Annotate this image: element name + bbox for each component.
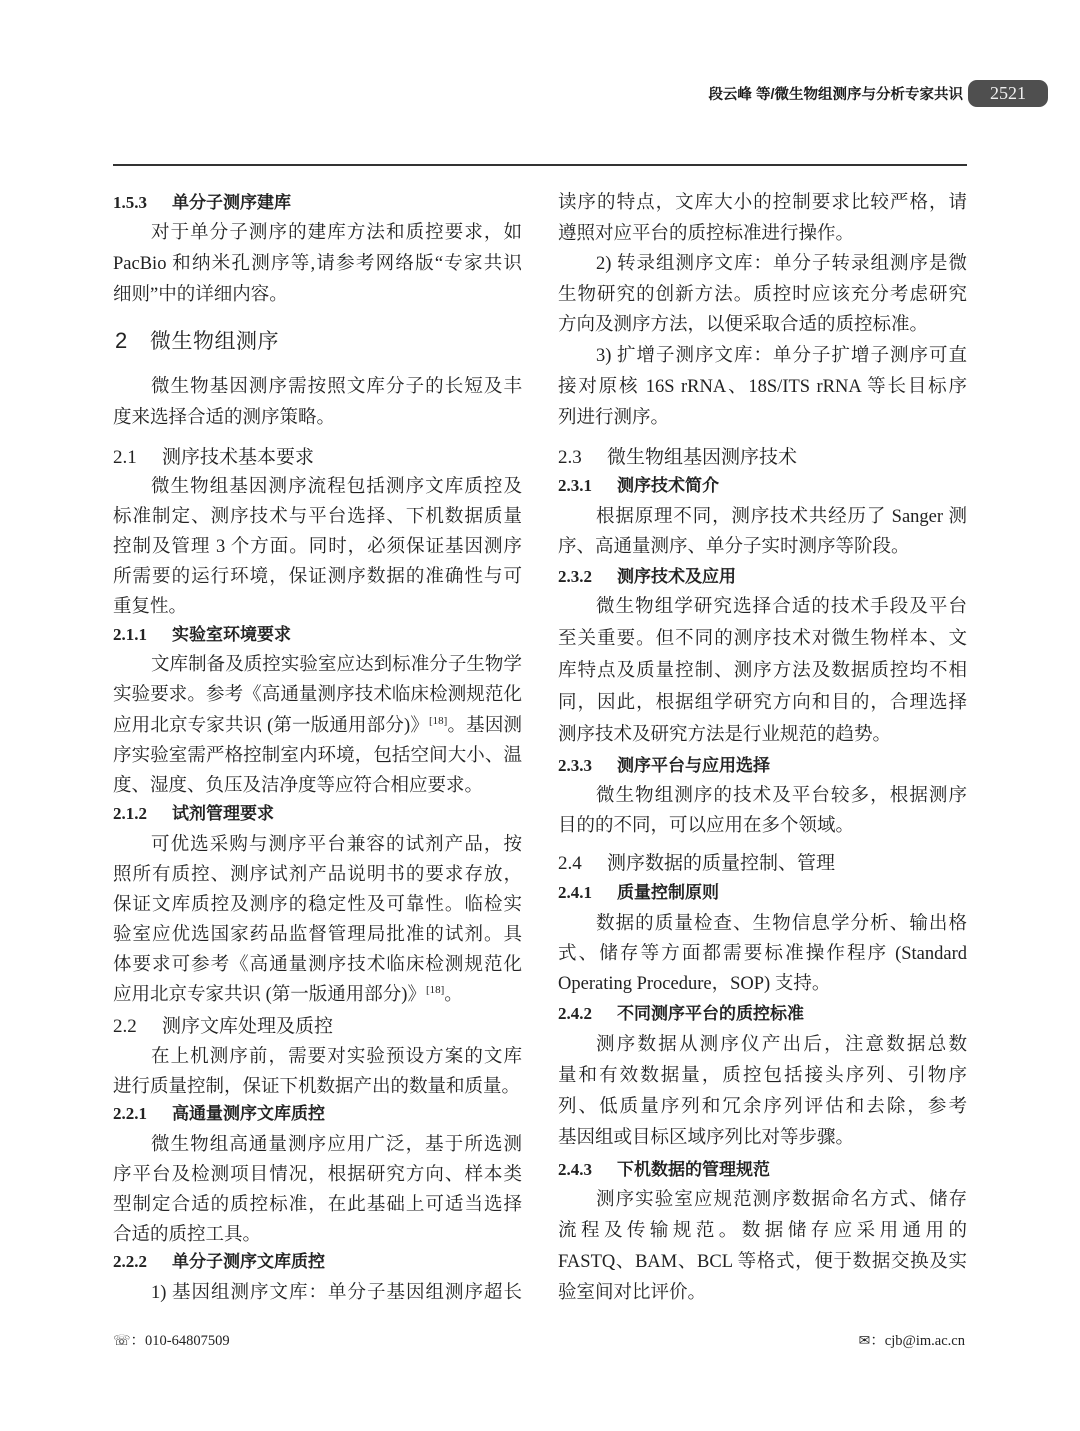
paragraph [558, 909, 967, 999]
heading-1-5-3 [113, 189, 522, 217]
text-line: 流程及传输规范。数据储存应采用通用的 [558, 1220, 967, 1241]
text-line: 目的的不同，可以应用在多个领域。 [558, 816, 855, 836]
text-line [113, 980, 522, 1010]
text-line: 控制及管理 3 个方面。同时，必须保证基因测序 [113, 537, 522, 557]
section-number: 2 [115, 328, 128, 353]
paragraph [113, 650, 522, 801]
section-number: 2.4.3 [558, 1160, 592, 1179]
page-number-badge: 2521 [968, 80, 1048, 107]
text-line: PacBio 和纳米孔测序等,请参考网络版“专家共识 [113, 253, 522, 274]
heading-2-2 [113, 1013, 522, 1041]
text-line: 型制定合适的质控标准，在此基础上可适当选择 [113, 1195, 522, 1215]
text-line: 至关重要。但不同的测序技术对微生物样本、文 [558, 629, 967, 649]
text-line: 序平台及检测项目情况，根据研究方向、样本类 [113, 1165, 522, 1185]
section-title: 下机数据的管理规范 [617, 1160, 770, 1179]
paragraph [113, 218, 522, 311]
text-line: 同，因此，根据组学研究方向和目的，合理选择 [558, 693, 967, 713]
text-line: 接对原核 16S rRNA、18S/ITS rRNA 等长目标序 [558, 376, 967, 397]
heading-2-2-1 [113, 1100, 522, 1128]
footer-phone [113, 1331, 230, 1351]
text-line: 度、湿度、负压及洁净度等应符合相应要求。 [113, 776, 484, 796]
heading-2 [113, 326, 522, 356]
paragraph [558, 249, 967, 341]
text-line: 微生物组基因测序流程包括测序文库质控及 [151, 477, 522, 497]
right-column [558, 0, 967, 1431]
section-title: 测序数据的质量控制、管理 [607, 853, 836, 874]
section-number: 2.1.1 [113, 625, 147, 644]
running-title: 段云峰 等/微生物组测序与分析专家共识 [708, 87, 963, 103]
section-title: 实验室环境要求 [172, 625, 291, 644]
text-line: 测序数据从测序仪产出后，注意数据总数 [596, 1034, 967, 1055]
text-line: 微生物基因测序需按照文库分子的长短及丰 [151, 376, 522, 397]
section-number: 2.3.2 [558, 567, 592, 586]
section-title: 测序技术及应用 [617, 567, 736, 586]
text-line: 实验要求。参考《高通量测序技术临床检测规范化 [113, 685, 522, 706]
section-title: 微生物组基因测序技术 [607, 447, 798, 468]
section-title: 试剂管理要求 [172, 804, 274, 823]
text-line: 3) 扩增子测序文库：单分子扩增子测序可直 [596, 345, 967, 366]
paragraph [558, 591, 967, 751]
text-line: 2) 转录组测序文库：单分子转录组测序是微 [596, 254, 967, 274]
paragraph [558, 341, 967, 434]
paragraph [113, 1042, 522, 1102]
text-line: 标准制定、测序技术与平台选择、下机数据质量 [113, 507, 522, 527]
section-number: 2.1.2 [113, 804, 147, 823]
text-line: 读序的特点，文库大小的控制要求比较严格，请 [558, 193, 967, 213]
text-line: 遵照对应平台的质控标准进行操作。 [558, 223, 855, 244]
heading-2-1 [113, 444, 522, 472]
section-number: 1.5.3 [113, 193, 147, 212]
text-run: 。 [444, 985, 463, 1005]
text-line: 序实验室需严格控制室内环境，包括空间大小、温 [113, 745, 522, 766]
text-line [113, 711, 522, 741]
text-line: 微生物组学研究选择合适的技术手段及平台 [596, 597, 967, 617]
section-title: 质量控制原则 [617, 883, 719, 902]
text-line: 库特点及质量控制、测序方法及数据质控均不相 [558, 661, 967, 681]
text-line: 在上机测序前，需要对实验预设方案的文库 [151, 1047, 522, 1067]
text-run: 。基因测 [447, 715, 522, 736]
section-title: 测序技术简介 [617, 476, 719, 495]
text-line: 基因组或目标区域序列比对等步骤。 [558, 1127, 855, 1148]
section-title: 不同测序平台的质控标准 [617, 1004, 804, 1023]
paragraph [558, 781, 967, 841]
heading-2-3-2 [558, 563, 967, 591]
heading-2-3-3 [558, 752, 967, 780]
paragraph [558, 1030, 967, 1154]
text-line: 文库制备及质控实验室应达到标准分子生物学 [151, 655, 522, 675]
text-line: 度来选择合适的测序策略。 [113, 407, 336, 428]
text-line: 进行质量控制，保证下机数据产出的数量和质量。 [113, 1077, 521, 1097]
heading-2-4-1 [558, 879, 967, 907]
section-title: 单分子测序文库质控 [172, 1252, 325, 1271]
heading-2-1-2 [113, 800, 522, 828]
text-line: Operating Procedure，SOP) 支持。 [558, 974, 831, 994]
section-title: 微生物组测序 [150, 330, 279, 353]
text-line: 微生物组测序的技术及平台较多，根据测序 [596, 786, 967, 806]
text-line: 保证文库质控及测序的稳定性及可靠性。临检实 [113, 895, 522, 915]
section-number: 2.2.1 [113, 1104, 147, 1123]
text-line: 所需要的运行环境，保证测序数据的准确性与可 [113, 567, 522, 587]
text-run: 应用北京专家共识 (第一版通用部分)》 [113, 715, 430, 736]
heading-2-4-3 [558, 1156, 967, 1184]
section-number: 2.4 [558, 853, 582, 874]
citation-reference: [18] [425, 983, 445, 996]
heading-2-4 [558, 850, 967, 878]
text-line: 根据原理不同，测序技术共经历了 Sanger 测 [596, 507, 967, 527]
section-number: 2.2 [113, 1016, 137, 1037]
section-number: 2.3.1 [558, 476, 592, 495]
heading-2-3-1 [558, 472, 967, 500]
text-run: 应用北京专家共识 (第一版通用部分)》 [113, 985, 426, 1005]
section-number: 2.1 [113, 447, 137, 468]
section-title: 单分子测序建库 [172, 193, 291, 212]
paragraph [113, 1278, 522, 1308]
text-line: 方向及测序方法，以便采取合适的质控标准。 [558, 315, 929, 335]
paragraph [113, 372, 522, 434]
text-line: 细则”中的详细内容。 [113, 284, 288, 305]
section-number: 2.3.3 [558, 756, 592, 775]
text-line: 测序技术及研究方法是行业规范的趋势。 [558, 725, 892, 745]
paragraph [113, 472, 522, 622]
paragraph [558, 1185, 967, 1309]
email-address: ：cjb@im.ac.cn [870, 1333, 965, 1349]
envelope-icon: ✉ [858, 1333, 871, 1349]
heading-2-3 [558, 444, 967, 472]
text-line: 验室应优选国家药品监督管理局批准的试剂。具 [113, 925, 522, 945]
heading-2-4-2 [558, 1000, 967, 1028]
paragraph [113, 830, 522, 1010]
text-line: 生物研究的创新方法。质控时应该充分考虑研究 [558, 284, 967, 305]
paragraph [558, 188, 967, 249]
section-number: 2.4.1 [558, 883, 592, 902]
text-line: 可优选采购与测序平台兼容的试剂产品，按 [151, 835, 522, 855]
text-line: 序、高通量测序、单分子实时测序等阶段。 [558, 537, 910, 557]
left-column [113, 0, 522, 1431]
citation-reference: [18] [429, 714, 448, 727]
text-line: FASTQ、BAM、BCL 等格式，便于数据交换及实 [558, 1251, 967, 1272]
section-number: 2.3 [558, 447, 582, 468]
text-line: 量和有效数据量，质控包括接头序列、引物序 [558, 1065, 967, 1086]
text-line: 对于单分子测序的建库方法和质控要求，如 [151, 222, 522, 243]
text-line: 照所有质控、测序试剂产品说明书的要求存放， [113, 865, 522, 885]
text-line: 式、储存等方面都需要标准操作程序 (Standard [558, 944, 967, 964]
paragraph [558, 502, 967, 562]
text-line: 微生物组高通量测序应用广泛，基于所选测 [151, 1135, 522, 1155]
text-line: 列、低质量序列和冗余序列评估和去除，参考 [558, 1096, 967, 1117]
phone-icon: ☏ [113, 1333, 131, 1349]
text-line: 列进行测序。 [558, 407, 670, 428]
section-number: 2.2.2 [113, 1252, 147, 1271]
text-line: 重复性。 [113, 597, 188, 617]
text-line: 验室间对比评价。 [558, 1282, 707, 1303]
text-line: 测序实验室应规范测序数据命名方式、储存 [596, 1189, 967, 1210]
text-line: 合适的质控工具。 [113, 1225, 262, 1245]
heading-2-2-2 [113, 1248, 522, 1276]
text-line: 数据的质量检查、生物信息学分析、输出格 [596, 914, 967, 934]
footer-email [859, 1331, 965, 1351]
section-title: 高通量测序文库质控 [172, 1104, 325, 1123]
section-number: 2.4.2 [558, 1004, 592, 1023]
paragraph [113, 1130, 522, 1250]
text-line: 1) 基因组测序文库：单分子基因组测序超长 [151, 1283, 522, 1303]
heading-2-1-1 [113, 621, 522, 649]
text-line: 体要求可参考《高通量测序技术临床检测规范化 [113, 955, 522, 975]
phone-number: ：010-64807509 [130, 1333, 230, 1349]
section-title: 测序技术基本要求 [162, 447, 315, 468]
section-title: 测序平台与应用选择 [617, 756, 770, 775]
section-title: 测序文库处理及质控 [162, 1016, 334, 1037]
